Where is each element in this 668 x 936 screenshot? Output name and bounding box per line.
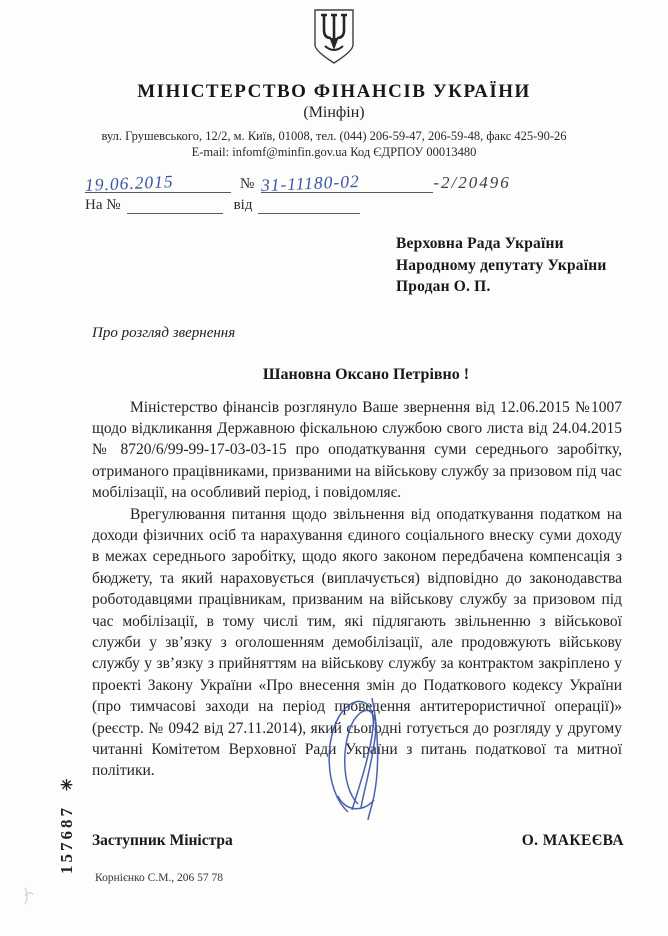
na-number-label: На № [85, 197, 121, 213]
body-paragraph-1: Міністерство фінансів розглянуло Ваше звернення від 12.06.2015 №1007 щодо відкликання Державною фіскальною службою свого листа від 24.04.2015 № 8720/6/99-99-17-03-03-15 про оподаткування суми середнього заробітку, отриманого працівниками, призваними на військову службу за призовом під час мобілізації, на особливий період, і повідомляє. [92, 398, 622, 502]
signer-position: Заступник Міністра [92, 831, 233, 849]
ukraine-trident-emblem-icon [308, 8, 360, 71]
letterhead [0, 0, 668, 160]
subject-line: Про розгляд звернення [92, 324, 236, 341]
handwritten-signature [316, 694, 408, 825]
stray-pen-mark [22, 886, 36, 911]
salutation: Шановна Оксано Петрівно ! [262, 365, 470, 383]
reference-row-outgoing [84, 170, 668, 196]
asterisk-stamp-icon: ✳ [60, 778, 76, 791]
signature-row [92, 832, 624, 850]
address-line: вул. Грушевського, 12/2, м. Київ, 01008, тел. (044) 206-59-47, 206-59-48, факс 425-90-26 [101, 129, 567, 143]
reference-row-incoming [85, 195, 668, 217]
recipient-block [396, 233, 668, 298]
email-line: E-mail: infomf@minfin.gov.ua Код ЄДРПОУ 00013480 [191, 145, 477, 159]
vid-label: від [233, 197, 253, 213]
recipient-title: Народному депутату України [396, 256, 607, 274]
number-line [260, 170, 433, 196]
reference-block [84, 170, 668, 217]
handwritten-date: 19.06.2015 [84, 171, 175, 195]
executor-contact: Корнієнко С.М., 206 57 78 [95, 872, 224, 884]
recipient-organization: Верховна Рада України [396, 235, 564, 252]
vertical-registration-number [57, 778, 77, 874]
incoming-date-blank-line [258, 195, 360, 214]
ministry-short-name: (Мінфін) [303, 104, 365, 121]
registration-number: 157687 [57, 805, 76, 874]
body-paragraph-2: Врегулювання питання щодо звільнення від оподаткування податком на доходи фізичних осіб та нарахування єдиного соціального внеску суми доходу в межах середнього заробітку, щодо якого законом передбачена компенсація з бюджету, та який нараховується (виплачується) відповідно до законодавства роботодавцями працівникам, призваним на військову службу за призовом під час мобілізації, в тому числі тим, які підлягають звільненню з військової служби у зв’язку з оголошенням демобілізації, але продовжують військову службу у зв’язку з прийняттям на військову службу за контрактом закріплено у проекті Закону України «Про внесення змін до Податкового кодексу України (про тимчасові заходи на період проведення антитерористичної операції)» (реєстр. № 0942 від 27.11.2014), який сьогодні готується до розгляду у другому читанні Комітетом Верховної Ради України з питань податкової та митної політики. [92, 505, 622, 780]
signer-name: О. МАКЕЄВА [521, 831, 624, 849]
handwritten-number: 31-11180-02 [260, 170, 361, 196]
recipient-name: Продан О. П. [396, 278, 491, 295]
ministry-title: МІНІСТЕРСТВО ФІНАНСІВ УКРАЇНИ [137, 81, 531, 102]
number-label: № [240, 176, 255, 192]
incoming-number-blank-line [127, 195, 223, 214]
date-line [84, 171, 231, 195]
handwritten-number-suffix: -2/20496 [433, 173, 511, 192]
